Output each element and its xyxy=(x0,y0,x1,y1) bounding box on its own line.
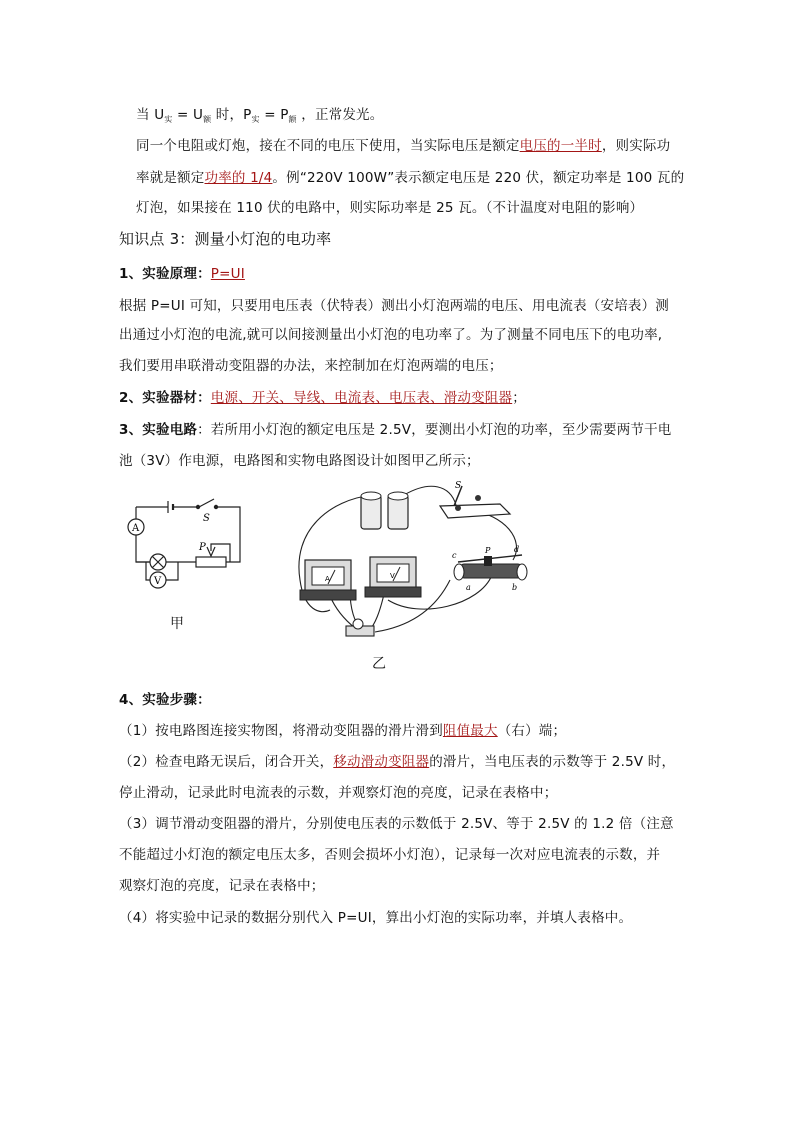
paragraph-line: 出通过小灯泡的电流,就可以间接测量出小灯泡的电功率了。为了测量不同电压下的电功率, xyxy=(119,327,663,343)
highlight-text: 电压的一半时 xyxy=(519,138,602,154)
paragraph-line: 灯泡，如果接在 110 伏的电路中，则实际功率是 25 瓦。（不计温度对电阻的影响） xyxy=(136,200,644,216)
circuit-line: 3、实验电路：若所用小灯泡的额定电压是 2.5V，要测出小灯泡的功率，至少需要两节干电 xyxy=(119,422,672,438)
step-line: （4）将实验中记录的数据分别代入 P=UI，算出小灯泡的实际功率，并填人表格中。 xyxy=(119,910,633,926)
paragraph-line: 我们要用串联滑动变阻器的办法，来控制加在灯泡两端的电压； xyxy=(119,358,503,374)
ammeter-symbol: A xyxy=(132,523,140,534)
highlight-text: 电源、开关、导线、电流表、电压表、滑动变阻器 xyxy=(210,390,513,406)
voltmeter-symbol: V xyxy=(154,576,162,587)
switch-symbol: S xyxy=(455,481,462,491)
voltmeter-symbol: V xyxy=(390,572,395,580)
principle-line: 1、实验原理：P=UI xyxy=(119,266,245,282)
paragraph-line: 根据 P=UI 可知，只要用电压表（伏特表）测出小灯泡两端的电压、用电流表（安培表）测 xyxy=(119,298,669,314)
steps-heading: 4、实验步骤： xyxy=(119,692,211,708)
highlight-text: 阻值最大 xyxy=(442,723,498,739)
section-heading: 知识点 3：测量小灯泡的电功率 xyxy=(119,230,332,248)
step-line: 观察灯泡的亮度，记录在表格中； xyxy=(119,878,325,894)
terminal-d-label: d xyxy=(514,545,520,554)
terminal-c-label: c xyxy=(452,551,457,560)
slider-symbol: P xyxy=(485,546,491,555)
formula-text: P=UI xyxy=(210,266,245,282)
terminal-a-label: a xyxy=(466,583,471,592)
paragraph-line: 池（3V）作电源，电路图和实物电路图设计如图甲乙所示； xyxy=(119,453,480,469)
equipment-line: 2、实验器材：电源、开关、导线、电流表、电压表、滑动变阻器； xyxy=(119,390,526,406)
paragraph-line: 率就是额定功率的 1/4。例“220V 100W”表示额定电压是 220 伏，额定功率是 100 瓦的 xyxy=(136,170,685,186)
switch-symbol: S xyxy=(203,513,210,524)
rated-condition-line: 当 $U_实 = U_额$ 时，$P_实 = P_额$ ，正常发光。 xyxy=(136,107,384,124)
figure-caption-left: 甲 xyxy=(170,616,184,632)
highlight-text: 移动滑动变阻器 xyxy=(333,754,430,770)
terminal-b-label: b xyxy=(512,583,518,592)
step-line: 不能超过小灯泡的额定电压太多，否则会损坏小灯泡），记录每一次对应电流表的示数，并 xyxy=(119,847,661,863)
highlight-text: 功率的 1/4 xyxy=(204,170,273,186)
ammeter-symbol: A xyxy=(325,575,330,583)
paragraph-line: 同一个电阻或灯炮，接在不同的电压下使用，当实际电压是额定电压的一半时，则实际功 xyxy=(136,138,671,154)
step-line: （3）调节滑动变阻器的滑片，分别使电压表的示数低于 2.5V、等于 2.5V 的 1.2 倍（注意 xyxy=(119,816,674,832)
figure-caption-right: 乙 xyxy=(372,656,386,672)
step-line: （1）按电路图连接实物图，将滑动变阻器的滑片滑到阻值最大（右）端； xyxy=(119,723,567,739)
slider-symbol: P xyxy=(199,542,206,553)
step-line: 停止滑动，记录此时电流表的示数，并观察灯泡的亮度，记录在表格中； xyxy=(119,785,558,801)
step-line: （2）检查电路无误后，闭合开关，移动滑动变阻器的滑片，当电压表的示数等于 2.5V 时， xyxy=(119,754,676,770)
